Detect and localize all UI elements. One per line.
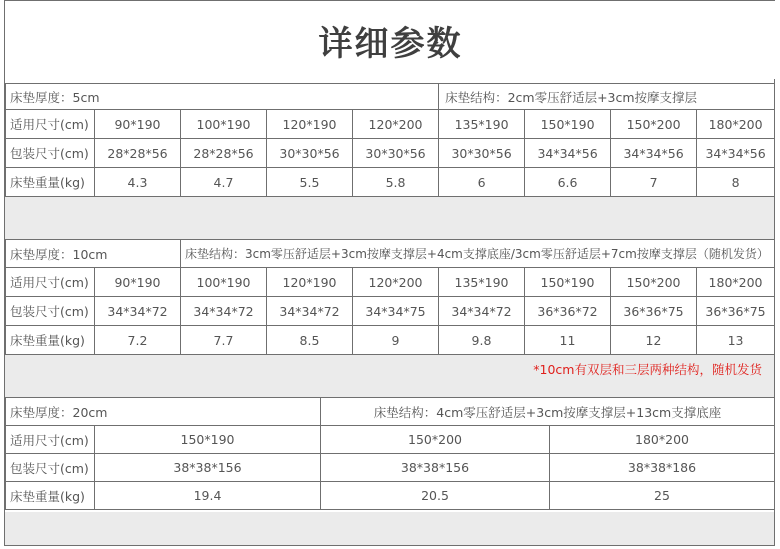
table-cell: 34*34*75 bbox=[353, 297, 439, 326]
table-cell: 11 bbox=[525, 326, 611, 355]
table-cell: 36*36*72 bbox=[525, 297, 611, 326]
spec-table-10cm bbox=[5, 239, 775, 355]
table-cell: 150*200 bbox=[321, 426, 550, 454]
size-row-label: 适用尺寸(cm) bbox=[6, 268, 95, 297]
table-cell: 100*190 bbox=[181, 268, 267, 297]
table-cell: 135*190 bbox=[439, 110, 525, 139]
table-cell: 150*200 bbox=[611, 110, 697, 139]
table-cell: 13 bbox=[697, 326, 775, 355]
table-cell: 7.7 bbox=[181, 326, 267, 355]
table-cell: 7 bbox=[611, 168, 697, 197]
table-row bbox=[6, 168, 775, 197]
table-cell: 90*190 bbox=[95, 110, 181, 139]
table-cell: 6 bbox=[439, 168, 525, 197]
section-spacer bbox=[5, 512, 774, 545]
table-cell: 150*200 bbox=[611, 268, 697, 297]
table-row bbox=[6, 454, 775, 482]
weight-row-label: 床垫重量(kg) bbox=[6, 326, 95, 355]
package-row-label: 包装尺寸(cm) bbox=[6, 454, 95, 482]
size-row-label: 适用尺寸(cm) bbox=[6, 110, 95, 139]
table-cell: 34*34*56 bbox=[697, 139, 775, 168]
table-cell: 150*190 bbox=[95, 426, 321, 454]
table-cell: 28*28*56 bbox=[95, 139, 181, 168]
thickness-label: 床垫厚度：20cm bbox=[6, 398, 321, 426]
table-cell: 150*190 bbox=[525, 110, 611, 139]
thickness-label: 床垫厚度：10cm bbox=[6, 240, 181, 268]
table-cell: 34*34*72 bbox=[95, 297, 181, 326]
table-cell: 4.3 bbox=[95, 168, 181, 197]
table-cell: 38*38*186 bbox=[550, 454, 775, 482]
table-cell: 34*34*72 bbox=[439, 297, 525, 326]
table-cell: 9 bbox=[353, 326, 439, 355]
table-cell: 8.5 bbox=[267, 326, 353, 355]
package-row-label: 包装尺寸(cm) bbox=[6, 139, 95, 168]
table-cell: 30*30*56 bbox=[267, 139, 353, 168]
structure-label: 床垫结构：3cm零压舒适层+3cm按摩支撑层+4cm支撑底座/3cm零压舒适层+7cm按摩支撑层（随机发货） bbox=[181, 240, 775, 268]
table-cell: 4.7 bbox=[181, 168, 267, 197]
table-cell: 25 bbox=[550, 482, 775, 510]
table-cell: 120*200 bbox=[353, 110, 439, 139]
table-cell: 28*28*56 bbox=[181, 139, 267, 168]
package-row-label: 包装尺寸(cm) bbox=[6, 297, 95, 326]
table-cell: 150*190 bbox=[525, 268, 611, 297]
table-cell: 34*34*56 bbox=[525, 139, 611, 168]
section-spacer bbox=[5, 197, 774, 239]
table-row bbox=[6, 240, 775, 268]
table-cell: 7.2 bbox=[95, 326, 181, 355]
table-row bbox=[6, 482, 775, 510]
table-cell: 5.8 bbox=[353, 168, 439, 197]
table-cell: 180*200 bbox=[550, 426, 775, 454]
section-spacer bbox=[5, 355, 774, 397]
table-row bbox=[6, 297, 775, 326]
table-cell: 30*30*56 bbox=[353, 139, 439, 168]
spec-sheet bbox=[4, 0, 775, 546]
spec-table-20cm bbox=[5, 397, 775, 510]
table-cell: 38*38*156 bbox=[321, 454, 550, 482]
size-row-label: 适用尺寸(cm) bbox=[6, 426, 95, 454]
weight-row-label: 床垫重量(kg) bbox=[6, 482, 95, 510]
table-cell: 120*200 bbox=[353, 268, 439, 297]
table-row bbox=[6, 110, 775, 139]
table-cell: 135*190 bbox=[439, 268, 525, 297]
table-cell: 30*30*56 bbox=[439, 139, 525, 168]
page-title: 详细参数 bbox=[5, 1, 776, 79]
table-cell: 100*190 bbox=[181, 110, 267, 139]
spec-table-5cm bbox=[5, 83, 775, 197]
table-row bbox=[6, 426, 775, 454]
table-cell: 9.8 bbox=[439, 326, 525, 355]
table-cell: 180*200 bbox=[697, 268, 775, 297]
table-cell: 90*190 bbox=[95, 268, 181, 297]
table-cell: 34*34*72 bbox=[267, 297, 353, 326]
table-cell: 8 bbox=[697, 168, 775, 197]
structure-label: 床垫结构：2cm零压舒适层+3cm按摩支撑层 bbox=[439, 84, 775, 110]
table-row bbox=[6, 326, 775, 355]
table-row bbox=[6, 139, 775, 168]
table-cell: 120*190 bbox=[267, 268, 353, 297]
table-row bbox=[6, 268, 775, 297]
structure-label: 床垫结构：4cm零压舒适层+3cm按摩支撑层+13cm支撑底座 bbox=[321, 398, 775, 426]
table-cell: 34*34*72 bbox=[181, 297, 267, 326]
table-cell: 180*200 bbox=[697, 110, 775, 139]
table-row bbox=[6, 84, 775, 110]
table-cell: 38*38*156 bbox=[95, 454, 321, 482]
weight-row-label: 床垫重量(kg) bbox=[6, 168, 95, 197]
table-cell: 120*190 bbox=[267, 110, 353, 139]
table-cell: 36*36*75 bbox=[697, 297, 775, 326]
thickness-label: 床垫厚度：5cm bbox=[6, 84, 439, 110]
table-cell: 19.4 bbox=[95, 482, 321, 510]
random-shipping-note: *10cm有双层和三层两种结构，随机发货 bbox=[533, 362, 762, 377]
table-cell: 36*36*75 bbox=[611, 297, 697, 326]
table-row bbox=[6, 398, 775, 426]
table-cell: 5.5 bbox=[267, 168, 353, 197]
table-cell: 12 bbox=[611, 326, 697, 355]
table-cell: 20.5 bbox=[321, 482, 550, 510]
table-cell: 34*34*56 bbox=[611, 139, 697, 168]
table-cell: 6.6 bbox=[525, 168, 611, 197]
